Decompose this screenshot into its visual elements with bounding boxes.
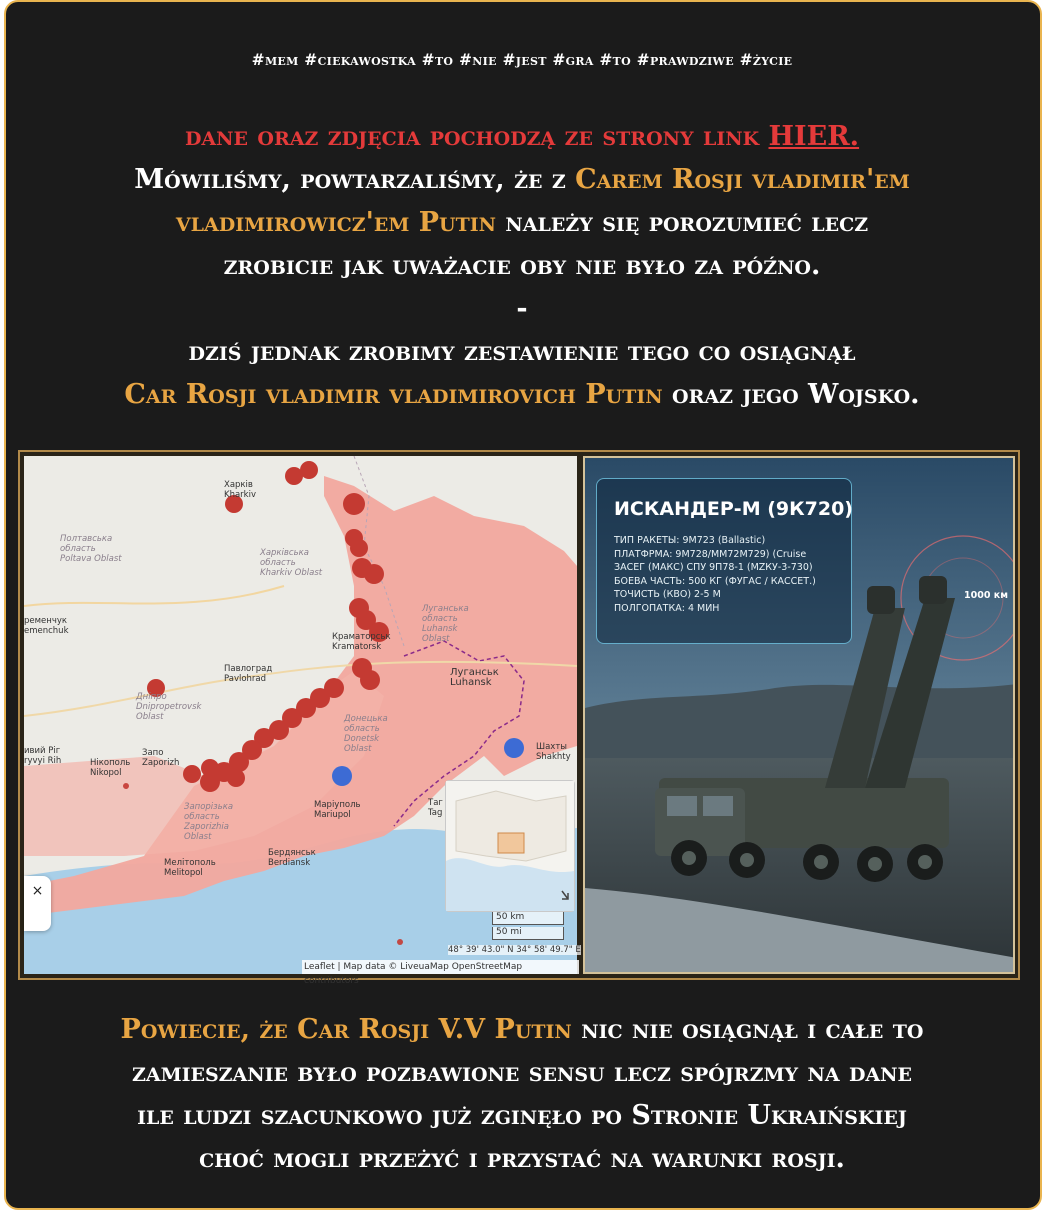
intro-line-6 bbox=[0, 373, 1044, 416]
label-taganrog: Таг Tag bbox=[428, 798, 443, 818]
hashtags: #mem #ciekawostka #to #nie #jest #gra #to #prawdziwe #życie bbox=[251, 50, 793, 69]
close-button[interactable] bbox=[24, 876, 51, 931]
label-luhansk: Луганськ Luhansk bbox=[450, 667, 499, 688]
label-pavlohrad: Павлоград Pavlohrad bbox=[224, 664, 273, 684]
outro-line-4: choć mogli przeżyć i przystać na warunki rosji. bbox=[199, 1143, 845, 1174]
label-nikopol: Нікополь Nikopol bbox=[90, 758, 131, 778]
intro-line-4: zrobicie jak uważacie oby nie było za późno. bbox=[223, 250, 821, 281]
outro-line-1 bbox=[0, 1008, 1044, 1051]
overview-minimap[interactable] bbox=[445, 780, 575, 912]
label-kremenchuk: ременчук emenchuk bbox=[24, 616, 69, 636]
close-icon: × bbox=[31, 883, 44, 899]
label-shakhty: Шахты Shakhty bbox=[536, 742, 571, 762]
label-zaporizhzhia: Запо Zaporizh bbox=[142, 748, 180, 768]
spec-item: ТИП РАКЕТЫ: 9М723 (Ballastic) bbox=[614, 535, 766, 546]
intro-line-3-highlight: vladimirowicz'em Putin bbox=[175, 207, 497, 238]
outro-line-2: zamieszanie było pozbawione sensu lecz spójrzmy na dane bbox=[131, 1057, 913, 1088]
label-kramatorsk: Краматорськ Kramatorsk bbox=[332, 632, 391, 652]
label-donetsk: Донецька область Donetsk Oblast bbox=[344, 714, 388, 754]
minimap-graphic bbox=[446, 781, 574, 911]
label-mariupol: Маріуполь Mariupol bbox=[314, 800, 361, 820]
label-kharkiv: Харків Kharkiv bbox=[224, 480, 256, 500]
source-link[interactable]: HIER. bbox=[768, 121, 860, 152]
outro-line-3: ile ludzi szacunkowo już zginęło po Stronie Ukraińskiej bbox=[137, 1100, 907, 1131]
label-dnipro: Дніпро Dnipropetrovsk Oblast bbox=[136, 692, 202, 722]
scale-km: 50 km bbox=[492, 912, 564, 925]
spec-item: ТОЧИСТЬ (КВО) 2-5 М bbox=[614, 589, 721, 601]
map-scale bbox=[492, 912, 564, 942]
spec-item: БОЕВА ЧАСТЬ: 500 КГ (ФУГАС / КАССЕТ.) bbox=[614, 575, 816, 587]
map-attribution: Leaflet | Map data © LiveuaMap OpenStreetMap contributors bbox=[302, 960, 579, 974]
intro-line-5: dziś jednak zrobimy zestawienie tego co osiągnął bbox=[188, 336, 856, 367]
label-poltava: Полтавська область Poltava Oblast bbox=[60, 534, 122, 564]
intro-line-6-highlight: Car Rosji vladimir vladimirovich Putin bbox=[124, 379, 663, 410]
outro-text bbox=[0, 1008, 1044, 1180]
intro-line-3-text: należy się porozumieć lecz bbox=[496, 207, 869, 238]
label-melitopol: Мелітополь Melitopol bbox=[164, 858, 216, 878]
scale-mi: 50 mi bbox=[492, 927, 564, 940]
intro-text bbox=[0, 115, 1044, 416]
map-coordinates: 48° 39' 43.0" N 34° 58' 49.7" E bbox=[448, 945, 581, 955]
source-text: dane oraz zdjęcia pochodzą ze strony link bbox=[184, 121, 760, 152]
spec-item: ПОЛГОПАТКА: 4 МИН bbox=[614, 602, 720, 614]
intro-line-2-highlight: Carem Rosji vladimir'em bbox=[575, 164, 910, 195]
intro-line-3 bbox=[0, 201, 1044, 244]
spec-item: ПЛАТФРМА: 9М728/ММ72М729) (Cruise bbox=[614, 548, 807, 560]
source-line bbox=[0, 115, 1044, 158]
range-label: 1000 км bbox=[964, 590, 1008, 601]
intro-dash: - bbox=[516, 293, 528, 324]
intro-line-2-text: Mówiliśmy, powtarzaliśmy, że z bbox=[134, 164, 576, 195]
label-zaporizhia-oblast: Запорізька область Zaporizhia Oblast bbox=[184, 802, 234, 842]
label-kharkiv-oblast: Харківська область Kharkiv Oblast bbox=[260, 548, 323, 578]
spec-item: ЗАСЕГ (МАКС) СПУ 9П78-1 (МZКУ-3-730) bbox=[614, 562, 813, 574]
outro-line-1-highlight: Powiecie, że Car Rosji V.V Putin bbox=[120, 1014, 572, 1045]
spec-list bbox=[614, 534, 816, 616]
intro-line-6-text: oraz jego Wojsko. bbox=[662, 379, 920, 410]
intro-line-2 bbox=[0, 158, 1044, 201]
label-kryvyi-rih: ивий Ріг ryvyi Rih bbox=[24, 746, 62, 766]
outro-line-1-text: nic nie osiągnął i całe to bbox=[571, 1014, 924, 1045]
label-berdiansk: Бердянськ Berdiansk bbox=[268, 848, 316, 868]
photo-title: ИСКАНДЕР-М (9К720) bbox=[614, 498, 853, 520]
label-luhansk-oblast: Луганська область Luhansk Oblast bbox=[422, 604, 469, 644]
